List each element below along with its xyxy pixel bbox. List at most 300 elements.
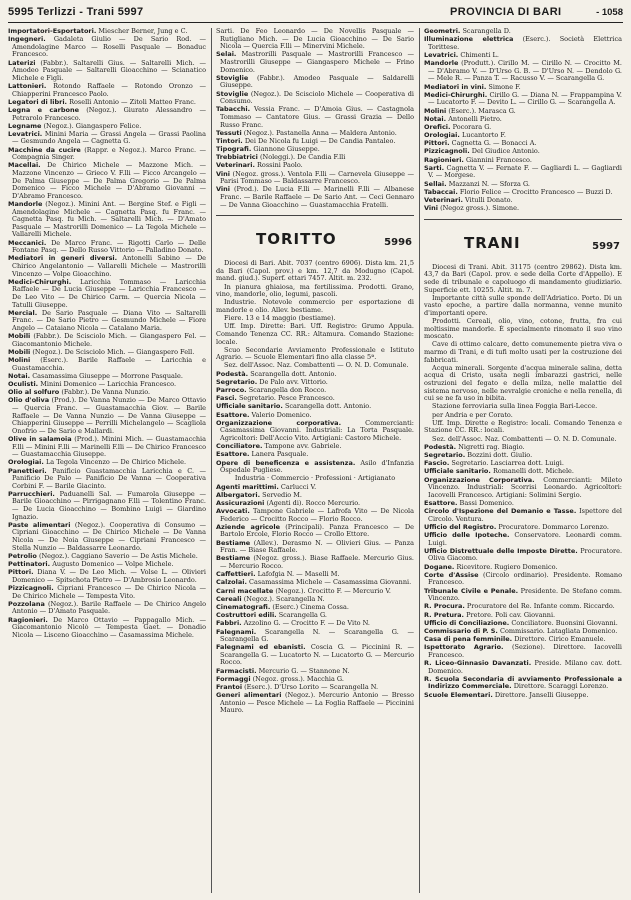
directory-entry xyxy=(424,508,622,523)
entry-heading: Mediatori in generi diversi. xyxy=(8,254,118,263)
toritto-entries-continued xyxy=(424,28,622,213)
directory-entry xyxy=(8,617,206,640)
entry-heading: Laterizi xyxy=(8,58,36,67)
entry-heading: Casa di pena femminile. xyxy=(424,635,513,644)
entry-text: Scarangella don Rocco. xyxy=(248,386,327,395)
entry-heading: Scuole Elementari. xyxy=(424,690,493,699)
directory-entry xyxy=(424,36,622,51)
entry-text: Pretore. Poli cav. Giovanni. xyxy=(466,610,556,619)
entry-text: Laricchia Tommaso — Laricchia Raffaele — De Lucia Giuseppe — Laricchia Francesco — De Leo Vito — De Chirico Carm. — Quercia Nicola — Tatulli Giuseppe. xyxy=(12,277,206,309)
entry-text: Panifìcio Guastamacchia Laricchia e C. — Panificio De Palo — Panifìcio De Vanna — Cooperativa Corbini F. — Barile Giacinto. xyxy=(12,466,206,490)
entry-text: La Tegola Vincenzo — De Chirico Michele. xyxy=(45,458,187,467)
entry-heading: R. Liceo-Ginnasio Davanzati. xyxy=(424,659,532,668)
directory-entry xyxy=(8,585,206,600)
entry-heading: Importatori-Esportatori. xyxy=(8,27,97,35)
entry-text: Cagnetta G. — Bonacci A. xyxy=(451,139,537,148)
entry-heading: Segretario. xyxy=(424,450,466,459)
entry-heading: Selai. xyxy=(216,50,237,59)
intro-paragraph: Prodotti. Cereali, olio, vino, cotone, frutta, fra cui moltissime mandorle. È specialmente rinomato il suo vino moscato. xyxy=(424,317,622,341)
entry-heading: Mobili xyxy=(8,347,31,356)
entry-heading: Esattore. xyxy=(216,410,250,419)
entry-heading: Meccanici. xyxy=(8,238,47,247)
directory-entry xyxy=(8,162,206,200)
entry-text: Mastrorilli Pasquale — Mastrorilli Francesco — Mastrorilli Giuseppe — Giangaspero Michele — Frino Domenico. xyxy=(220,50,414,74)
entry-heading: Tipografi. xyxy=(216,145,252,154)
entry-heading: Tessuti xyxy=(216,128,242,137)
entry-text: Casamassima Michele — Casamassima Giovanni. xyxy=(249,578,412,587)
entry-heading: Organizzazione Corporativa. xyxy=(424,475,535,484)
entry-text: Presidente. De Stefano comm. Vincenzo. xyxy=(428,586,622,603)
entry-text: (Noleggi.). De Candia F.lli xyxy=(259,153,346,162)
town-name: TRANI xyxy=(464,233,521,252)
entry-heading: R. Procura. xyxy=(424,602,465,611)
entry-text: Conciliatore. Buonsini Giovanni. xyxy=(511,618,618,627)
directory-entry xyxy=(8,333,206,348)
entry-heading: Illuminazione elettrica xyxy=(424,35,514,44)
entry-text: Commercianti: Casamassima Giovanni. Industriali: La Torta Pasquale. Agricoltori: Dell'Accio Vito. Artigiani: Castoro Michele. xyxy=(220,418,414,442)
trani-intro xyxy=(424,264,622,443)
entry-heading: Sarti. xyxy=(424,163,445,172)
directory-entry xyxy=(216,75,414,90)
entry-text: Minini Domenico — Laricchia Francesco. xyxy=(40,380,177,388)
entry-text: Simone F. xyxy=(488,82,521,91)
entry-text: Mercurio G. — Stannone N. xyxy=(258,666,350,675)
directory-entry xyxy=(216,629,414,644)
entry-text: (Negoz gross.). Simone. xyxy=(440,204,520,213)
directory-entry xyxy=(216,460,414,475)
entry-text: Lafofgia N. — Maselli M. xyxy=(257,570,340,579)
intro-paragraph: Acqua minerali. Sorgente d'acqua minerale salina, detta acqua di Cristo, usata negli imbarazzi gastrici, nelle ostruzioni del fegato e della milza, nelle malattie del sistema nervoso, nelle nevralgie croniche e nella renella, di cui se ne fa uso in bibita. xyxy=(424,363,622,403)
entry-heading: Cinematografi. xyxy=(216,602,271,611)
entry-heading: Esattore. xyxy=(216,450,250,459)
entry-heading: Veterinari. xyxy=(216,161,255,170)
intro-paragraph: Industrie. Notevole commercio per esportazione di mandorle e olio. Allev. bestiame. xyxy=(216,298,414,314)
entry-heading: Stoviglie xyxy=(216,89,249,98)
entry-heading: Oculisti. xyxy=(8,380,39,388)
entry-heading: Falegnami. xyxy=(216,627,257,636)
entry-text: De Chirico Michele — Mazzone Mich. — Mazzone Vincenzo — Grieco V. F.lli — Ficco Arcangelo — De Palma Giuseppe — De Palma Gregorio — De Palma Domenico — Ficco Michele — D'Abramo Giovanni — D'Abramo Francesco. xyxy=(12,161,206,200)
entry-heading: Podestà. xyxy=(216,369,249,378)
entry-text: Scarangella G. xyxy=(278,611,327,620)
terlizzi-entries-continued xyxy=(216,28,414,209)
entry-text: Procuratore del Re. Infante comm. Riccardo. xyxy=(466,602,615,611)
directory-entry xyxy=(8,60,206,83)
entry-text: Paduanelli Sal. — Fumarola Giuseppe — Barile Gioacchino — Pirrigagnano F.lli — Tolentino Franc. — De Lucia Gioacchino — Bombino Luigi — Giardino Ignazio. xyxy=(12,489,206,521)
entry-heading: Pittori. xyxy=(8,568,34,577)
entry-heading: Ufficiale sanitario. xyxy=(424,467,491,476)
entry-text: Nigretti rag. Biagio. xyxy=(458,442,525,451)
entry-heading: Costruttori edili. xyxy=(216,611,277,620)
entry-text: (Fabbr.). Saltarelli Gius. — Saltarelli Mich. — Amodeo Pasquale — Saltarelli Gioacchino — Scianatico Michele e Figli. xyxy=(12,58,206,82)
intro-paragraph: Stazione ferroviaria sulla linea Foggia Bari-Lecce. xyxy=(432,402,598,411)
directory-entry xyxy=(8,436,206,459)
entry-heading: Sellai. xyxy=(424,179,447,188)
entry-text: Antonelli Sabino — De Chirico Angelantonio — Vallarelli Michele — Mastrorilli Vincenzo — Volpe Gioacchino. xyxy=(12,254,206,278)
entry-heading: Notai. xyxy=(424,114,447,123)
town-name: TORITTO xyxy=(256,230,337,249)
entry-heading: Stoviglie xyxy=(216,73,249,82)
directory-entry xyxy=(216,106,414,129)
entry-text: De Marco Franc. — Rigotti Carlo — Delle Fontane Pasq. — Dello Russo Vittorio — Palladino Donato. xyxy=(12,238,206,255)
header-left: 5995 Terlizzi - Trani 5997 xyxy=(8,6,144,18)
entry-heading: Orologiai. xyxy=(424,131,460,140)
entry-text: Direttore. Janselli Giuseppe. xyxy=(494,690,589,699)
entry-heading: Notai. xyxy=(8,371,31,380)
directory-entry xyxy=(8,522,206,552)
directory-entry xyxy=(424,205,622,213)
directory-entry xyxy=(216,524,414,539)
entry-heading: Olive in salamoia xyxy=(8,434,72,443)
directory-entry xyxy=(216,508,414,523)
entry-text: (Negoz.). De Scisciolo Mich. — Giangaspero Fell. xyxy=(32,347,195,356)
entry-text: Conservatore. Leonardi comm. Luigi. xyxy=(428,531,622,547)
entry-text: (Negoz.). Caggiano Saverio — De Astis Michele. xyxy=(38,551,198,560)
entry-text: Direttore. Cirico Emanuele. xyxy=(514,635,606,644)
directory-entry xyxy=(8,36,206,59)
entry-heading: Formaggi xyxy=(216,674,251,683)
entry-text: (Fabbr.). Amodeo Pasquale — Saldarelli Giuseppe. xyxy=(220,73,414,90)
entry-heading: Ufficio del Registro. xyxy=(424,522,497,531)
directory-entry xyxy=(8,468,206,491)
entry-text: (Agenti di). Rocco Mercurio. xyxy=(266,498,361,507)
column-3 xyxy=(424,28,622,700)
entry-text: (Negoz.). Barile Raffaele — De Chirico Angelo Antonio — D'Amato Pasquale. xyxy=(12,599,206,616)
entry-text: Roselli Antonio — Zitoli Matteo Franc. xyxy=(69,97,196,106)
entry-heading: Fabbri. xyxy=(216,619,242,628)
column-2 xyxy=(216,28,414,716)
intro-paragraph: Uff. Imp. Dirette: Bari. Uff. Registro: Grumo Appula. Comando Tenenza CC. RR.: Altamura. Comando Stazione: locale. xyxy=(216,322,414,346)
intro-paragraph: per Andria e per Corato. xyxy=(432,410,513,419)
entry-text: Scarangella dott. Antonio. xyxy=(250,369,337,378)
directory-entry xyxy=(216,91,414,106)
entry-text: (Negoz.). Scarangella N. xyxy=(243,594,325,603)
entry-heading: Assicurazioni xyxy=(216,498,265,507)
entry-text: (Prod.). Minini Mich. — Guastamacchia F.lli — Minini F.lli — Marinelli F.lli — De Chirico Francesco — Guastamacchia Giuseppe. xyxy=(12,434,206,459)
header-province: PROVINCIA DI BARI xyxy=(450,6,562,18)
entry-heading: Lattonieri. xyxy=(8,81,47,90)
entry-text: Chimenti L. xyxy=(460,50,499,59)
entry-heading: Aziende agricole xyxy=(216,522,280,531)
directory-entry xyxy=(216,51,414,74)
directory-entry xyxy=(216,540,414,555)
directory-entry xyxy=(424,92,622,107)
entry-heading: Olio al solfuro xyxy=(8,388,60,397)
entry-text: (Negoz.). Pastanella Anna — Maldera Antonio. xyxy=(243,128,397,137)
entry-text: Tampone Gabriele — Lafrofa Vito — De Nicola Federico — Crocitto Rocco — Florio Rocco. xyxy=(220,507,414,523)
entry-heading: Veterinari. xyxy=(424,195,463,204)
section-rule xyxy=(216,215,414,216)
directory-entry xyxy=(8,201,206,239)
entry-text: Scarangella dott. Antonio. xyxy=(284,402,372,411)
entry-heading: Segretario. xyxy=(216,377,258,386)
entry-heading: Orologiai. xyxy=(8,458,44,467)
entry-heading: Falegnami ed ebanisti. xyxy=(216,643,306,652)
directory-entry xyxy=(216,186,414,209)
header-page-number: - 1058 xyxy=(596,7,623,18)
entry-heading: Levatrici. xyxy=(424,50,459,59)
entry-heading: Ufficio delle Ipoteche. xyxy=(424,531,510,540)
directory-entry xyxy=(8,310,206,333)
directory-entry xyxy=(424,676,622,691)
entry-text: Romanelli dott. Michele. xyxy=(492,467,574,476)
entry-heading: Fascio. xyxy=(424,459,450,468)
entry-heading: Ufficiale sanitario. xyxy=(216,402,283,411)
entry-heading: Pizzicagnoli. xyxy=(8,583,54,592)
entry-text: Diana V. — De Leo Mich. — Volse L. — Olivieri Domenico — Spitschota Pietro — D'Ambrosio Leonardo. xyxy=(12,568,206,584)
entry-heading: Macchine da cucire xyxy=(8,145,81,154)
entry-text: Asilo d'Infanzia Ospedale Pugliese. xyxy=(220,458,414,475)
entry-heading: Organizzazione corporativa. xyxy=(216,418,342,427)
directory-entry xyxy=(424,660,622,675)
entry-text: (Produtt.). Cirillo M. — Cirillo N. — Crocitto M. — D'Abramo V. — D'Urso G. B. — D'Urso N. — Dendolo G. — Mele R. — Panza T. — Racusso V. — Scarangella G. xyxy=(428,59,622,83)
entry-heading: Pozzolana xyxy=(8,599,45,608)
entry-heading: Circolo d'Ispezione del Demanio e Tasse. xyxy=(424,507,577,516)
entry-text: (Eserc.). D'Urso Lorito — Scarangella N. xyxy=(244,683,379,692)
entry-text: Cirillo G. — Diana N. — Frappampina V. — Lucatorto F. — Devito L. — Cirillo G. — Scarangella A. xyxy=(428,90,622,107)
entry-text: Augusto Domenico — Volpe Michele. xyxy=(52,560,174,568)
entry-text: Cagnetta V. — Fernate F. — Gagliardi L. — Gagliardi V. — Morgese. xyxy=(428,163,622,180)
entry-text: (Negoz. gross.). Macchia G. xyxy=(252,674,344,683)
toritto-entries xyxy=(216,371,414,715)
directory-entry xyxy=(8,569,206,584)
entry-heading: Cereali xyxy=(216,594,242,603)
entry-heading: Fasci. xyxy=(216,394,237,403)
entry-text: Procuratore. Dommarco Lorenzo. xyxy=(498,522,609,531)
entry-text: Lanera Pasquale. xyxy=(251,450,309,459)
directory-entry xyxy=(216,555,414,570)
entry-text: (Allev.). Derasmo N. — Olivieri Gius. — Panza Fran. — Biase Raffaele. xyxy=(220,538,414,555)
entry-text: (Negoz.). De Scisciolo Michele — Cooperativa di Consumo. xyxy=(220,89,414,106)
entry-text: (Negoz.). Crocitto F. — Mercurio V. xyxy=(275,586,391,595)
entry-heading: Mercial. xyxy=(8,308,38,317)
entry-heading: Tabaccai. xyxy=(424,187,458,196)
entry-heading: Orefici. xyxy=(424,122,451,131)
entry-heading: Paste alimentari xyxy=(8,520,71,529)
entry-heading: Avvocati. xyxy=(216,507,250,516)
entry-heading: Petrolio xyxy=(8,551,37,560)
entry-text: Casamassima Giuseppe — Morrone Pasquale. xyxy=(32,371,183,380)
directory-entry xyxy=(8,240,206,255)
entry-heading: Agenti marittimi. xyxy=(216,482,279,491)
entry-heading: Levatrici. xyxy=(8,129,43,138)
entry-heading: Legna e carbone xyxy=(8,105,79,114)
directory-entry xyxy=(8,83,206,98)
trani-entries xyxy=(424,444,622,699)
entry-heading: Pittori. xyxy=(424,139,450,148)
entry-text: Servedio M. xyxy=(262,490,302,499)
entry-heading: Mediatori in vini. xyxy=(424,82,487,91)
directory-entry xyxy=(8,131,206,146)
directory-entry xyxy=(424,692,622,700)
entry-text: Rossini Paolo. xyxy=(257,161,303,170)
entry-text: (Rappr. e Negoz.). Marco Franc. — Compagnia Singer. xyxy=(12,145,206,162)
entry-heading: Olio d'oliva xyxy=(8,396,50,405)
entry-heading: Medici-Chirurghi. xyxy=(424,90,488,99)
entry-heading: Parrucchieri. xyxy=(8,489,55,498)
entry-text: De Marco Ottavio — Pappagallo Mich. — Giacomantonio Nicolò — Tempesta Gaet. — Donadio Nicola — Lisceno Gioacchino — Casamassima Michele. xyxy=(12,615,206,639)
entry-text: Pocorara G. xyxy=(452,122,492,131)
entry-text: De Sario Pasquale — Diana Vito — Saltarelli Franc. — De Sario Pietro — Gesmundo Michele — Fiore Angelo — Cataiano Nicola — Catalano Maria. xyxy=(12,308,206,332)
entry-heading: Legatori di libri. xyxy=(8,97,68,106)
entry-text: Sarti. De Feo Leonardo — De Novellis Pasquale — Rutigliano Mich. — De Lucia Gioacchino — De Sario Nicola — Quercia F.lli — Minervini Michele. xyxy=(216,27,414,51)
entry-text: (Eserc.). Barile Raffaele — Laricchia e Guastamacchia. xyxy=(12,356,206,372)
directory-entry xyxy=(216,692,414,715)
entry-heading: Mandorle xyxy=(8,200,43,208)
entry-heading: Caffettieri. xyxy=(216,570,256,579)
entry-text: (Negoz. gross.). Ventola F.lli — Carnevela Giuseppe — Parisi Tommaso — Baldassarre Francesco. xyxy=(220,169,414,186)
directory-entry xyxy=(216,420,414,443)
entry-heading: Vini xyxy=(424,204,438,213)
directory-entry xyxy=(424,548,622,563)
entry-text: Valerio Domenico. xyxy=(251,410,312,419)
entry-heading: Parroco. xyxy=(216,386,247,395)
intro-paragraph: Cave di ottimo calcare, detto comunemente pietra viva o marmo di Trani, e di tufi molto usati per la costruzione dei fabbricati. xyxy=(424,340,622,364)
directory-entry xyxy=(424,572,622,587)
entry-heading: R. Scuola Secondaria di avviamento Professionale a Indirizzo Commerciale. xyxy=(424,674,622,691)
entry-text: (Negoz.). Giangaspero Felice. xyxy=(43,121,142,130)
entry-heading: Corte d'Assise xyxy=(424,570,479,579)
entry-text: Minini Maria — Grassi Angela — Grassi Paolina — Gesmundo Angela — Cagnetta G. xyxy=(12,129,206,146)
entry-text: Miescher Berner, Jung e C. xyxy=(98,27,188,35)
entry-heading: Ingegneri. xyxy=(8,35,46,44)
entry-heading: Podestà. xyxy=(424,442,457,451)
section-rule xyxy=(424,219,622,220)
entry-heading: Dogane. xyxy=(424,562,455,571)
entry-heading: Commissario di P. S. xyxy=(424,626,498,635)
entry-heading: Pettinatori. xyxy=(8,560,51,568)
entry-heading: Macellai. xyxy=(8,161,41,170)
entry-text: Industria · Commercio · Professioni · Artigianato xyxy=(234,474,396,483)
directory-entry xyxy=(8,107,206,122)
entry-heading: Carni macellate xyxy=(216,586,274,595)
entry-text: Vitulli Donato. xyxy=(465,195,513,204)
directory-entry xyxy=(8,147,206,162)
entry-heading: Conciliatore. xyxy=(216,442,263,451)
entry-heading: Ispettorato Agrario. xyxy=(424,643,504,652)
directory-entry xyxy=(8,601,206,616)
entry-text: (Negoz.). Mercurio Antonio — Bresso Antonio — Pesce Michele — La Foglia Raffaele — Piccinini Mauro. xyxy=(220,691,415,715)
entry-text: Bozzini dott. Giulio. xyxy=(467,450,533,459)
entry-text: Scarangella N. — Scarangella G. — Scarangella G. xyxy=(220,627,414,644)
entry-heading: Opere di beneficenza e assistenza. xyxy=(216,458,356,467)
town-number: 5996 xyxy=(384,237,412,249)
entry-text: Lucantorto F. xyxy=(461,131,506,140)
entry-heading: Generi alimentari xyxy=(216,691,282,700)
entry-text: (Negoz. gross.). Biase Raffaele. Mercurio Gius. — Mercurio Rocco. xyxy=(220,554,415,570)
entry-heading: Molini xyxy=(424,106,447,115)
entry-heading: Ragionieri. xyxy=(424,155,464,164)
entry-heading: R. Pretura. xyxy=(424,610,465,619)
entry-text: Cipriani Francesco — De Chirico Nicola — De Chirico Michele — Tempesta Vito. xyxy=(12,583,206,600)
entry-text: Direttore. Scaraggi Lorenzo. xyxy=(513,682,609,691)
entry-text: Tampone avv. Gabriele. xyxy=(264,442,342,451)
directory-entry xyxy=(216,644,414,667)
intro-paragraph: Sez. dell'Assoc. Naz. Combattenti — O. N. D. Comunale. xyxy=(224,361,409,370)
entry-text: (Principali). Panza Francesco — De Bartolo Ercole, Florio Rocco — Crollo Ettore. xyxy=(220,522,414,539)
directory-entry xyxy=(8,279,206,309)
directory-entry xyxy=(424,644,622,659)
entry-heading: Molini xyxy=(8,356,31,365)
page-header xyxy=(8,6,623,23)
intro-paragraph: Fiere. 13 e 14 maggio (bestiame). xyxy=(224,314,336,323)
column-divider xyxy=(419,28,420,893)
entry-text: (Sezione). Direttore. Iacovelli Francesco. xyxy=(428,643,622,659)
entry-heading: Tabacchi. xyxy=(216,105,251,114)
directory-entry xyxy=(8,491,206,521)
intro-paragraph: Uff. Imp. Dirette e Registro: locali. Comando Tenenza e Stazione CC. RR.: locali. xyxy=(424,418,622,435)
entry-heading: Legname xyxy=(8,121,42,130)
column-1 xyxy=(8,28,206,640)
entry-text: (Prod.). De Lucia F.lli — Marinelli F.lli — Albanese Franc. — Barile Raffaele — De Sario Ant. — Ceci Gennaro — De Vanna Gioacchino — Guastamacchia Fratelli. xyxy=(220,185,414,209)
entry-text: (Negoz.). Cooperativa di Consumo — Cipriani Gioacchino — De Chirico Michele — De Vanna Nicola — De Noia Giuseppe — Cipriani Francesco — Stella Nunzio — Baldassarre Leonardo. xyxy=(12,520,206,552)
entry-text: (Eserc.). Marasca G. xyxy=(448,106,516,115)
entry-text: (Fabbr.). De Scisciolo Mich. — Giangaspero Fel. — Giacomantonio Michele. xyxy=(12,332,206,348)
entry-text: Del Giudice Antonio. xyxy=(471,147,540,156)
entry-text: Segretario. Lasciarrea dott. Luigi. xyxy=(451,459,564,468)
entry-text: Bassi Domenico. xyxy=(459,498,514,507)
entry-text: Coscia G. — Piccinini R. — Scarangella G. — Lucatorto N. — Lucatorto G. — Mercurio Rocco. xyxy=(220,643,414,667)
intro-paragraph: In pianura ghiaiosa, ma fertilissima. Prodotti. Grano, vino, mandorle, olio, legumi, pascoli. xyxy=(216,282,414,299)
entry-heading: Vini xyxy=(216,169,230,178)
entry-heading: Esattore. xyxy=(424,498,458,507)
entry-text: Antonelli Pietro. xyxy=(448,114,502,123)
entry-text: Giannone Giuseppe. xyxy=(253,145,320,154)
entry-text: Carlucci V. xyxy=(280,482,317,491)
entry-text: Florio Felice — Crocitto Francesco — Buzzi D. xyxy=(459,187,613,196)
entry-heading: Vini xyxy=(216,185,230,194)
entry-text: Vessia Franc. — D'Amoia Gius. — Castagnola Tommaso — Cantatore Gius. — Grassi Grazia — Dello Russo Franc. xyxy=(220,105,414,129)
directory-entry xyxy=(424,60,622,83)
town-number: 5997 xyxy=(592,240,620,252)
toritto-intro xyxy=(216,260,414,370)
entry-text: Azzolino G. — Crocitto F. — De Vito N. xyxy=(243,619,370,628)
entry-text: Procuratore. Oliva Giacomo. xyxy=(428,546,623,563)
entry-text: Giannini Francesco. xyxy=(465,155,532,164)
entry-text: Segretario. Pesce Francesco. xyxy=(238,394,335,403)
town-heading-toritto xyxy=(216,230,414,254)
column-divider xyxy=(211,28,212,893)
entry-heading: Geometri. xyxy=(424,27,461,35)
directory-entry xyxy=(8,255,206,278)
entry-heading: Bestiame xyxy=(216,554,251,563)
entry-heading: Tribunale Civile e Penale. xyxy=(424,586,519,595)
entry-heading: Ragionieri. xyxy=(8,615,48,624)
entry-text: Gadaleta Giulio — De Sario Rod. — Amendolagine Marco — Roselli Pasquale — Bonaduc Francesco. xyxy=(12,35,206,59)
entry-text: (Negoz.). Minini Ant. — Bergine Stef. e Figli — Amendolagine Michele — Cagnetta Pasq. fu Franc. — Cagnetta Pasq. fu Mich. — Saltarelli Mich. — D'Amato Pasquale — Mastrorilli Domenico — La Tegola Michele — Vallarelli Michele. xyxy=(12,200,206,239)
terlizzi-entries xyxy=(8,28,206,639)
entry-text: (Eserc.). Società Elettrica Torittese. xyxy=(428,35,622,51)
entry-heading: Mobili xyxy=(8,332,31,341)
entry-text: (Negoz.). Giurato Alessandro — Petrarolo Francesco. xyxy=(12,105,206,122)
entry-heading: Medici-Chirurghi. xyxy=(8,277,72,286)
directory-entry xyxy=(424,477,622,500)
entry-heading: Tintori. xyxy=(216,136,243,145)
entry-heading: Ufficio Distrettuale delle Imposte Dirette. xyxy=(424,546,578,555)
intro-paragraph: Diocesi di Bari. Abit. 7037 (centro 6906). Dista km. 21,5 da Bari (Capol. prov.) e km. 12,7 da Modugno (Capol. mand. giud.). Superf. ettari 7457. Altit. m. 232. xyxy=(216,259,414,283)
directory-entry xyxy=(216,171,414,186)
entry-text: Mazzanzi N. — Sforza G. xyxy=(448,179,530,188)
entry-heading: Albergatori. xyxy=(216,490,261,499)
entry-text: (Prod.). De Vanna Nunzio — De Marco Ottavio — Quercia Franc. — Guastamacchia Giov. — Barile Raffaele — De Vanna Nunzio — De Vanna Giuseppe — Chiapperini Giuseppe — Perrilli Michelangelo — Scagliola Onofrio — De Sario e Mallardi. xyxy=(12,396,206,435)
directory-entry xyxy=(8,357,206,372)
town-heading-trani xyxy=(424,233,622,258)
entry-text: Ispettore del Circolo. Ventura. xyxy=(428,507,622,523)
entry-text: Ricevitore. Rugiero Domenico. xyxy=(456,562,558,571)
entry-text: (Circolo ordinario). Presidente. Romano Francesco. xyxy=(428,570,622,587)
entry-heading: Ufficio di Conciliazione. xyxy=(424,618,510,627)
entry-heading: Calzolai. xyxy=(216,578,247,587)
entry-text: Dei De Nicola fu Luigi — De Candia Pantaleo. xyxy=(244,136,396,145)
